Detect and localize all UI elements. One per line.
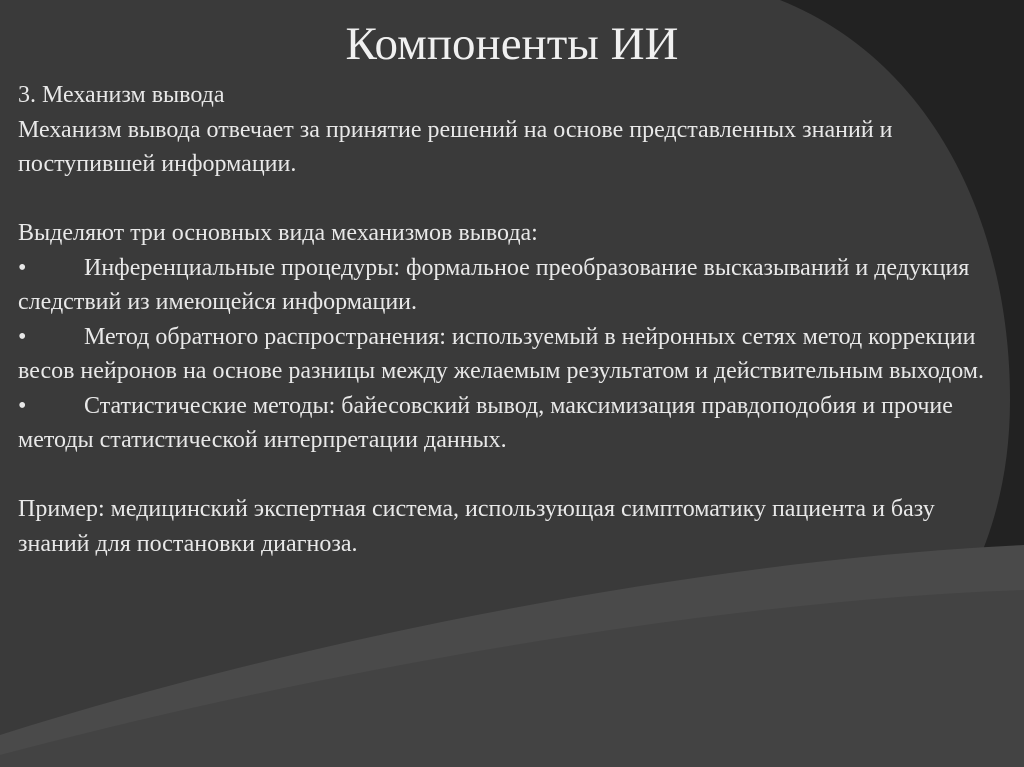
slide-title: Компоненты ИИ: [345, 18, 679, 70]
bullet-item: [18, 320, 1008, 389]
bullet-text-first: Статистические методы: байесовский вывод, максимизация правдоподобия: [84, 392, 857, 419]
spacer: [18, 458, 1008, 493]
intro-paragraph: Механизм вывода отвечает за принятие решений на основе представленных знаний и поступившей информации.: [18, 116, 893, 177]
bullet-text-first: Метод обратного распространения: используемый в нейронных сетях: [84, 323, 797, 350]
bullet-text-rest: и дедукция следствий из имеющейся информации.: [18, 254, 970, 315]
bullet-icon: •: [18, 323, 27, 350]
bullet-text-rest: и прочие методы статистической интерпретации данных.: [18, 392, 953, 453]
section-heading: 3. Механизм вывода: [18, 82, 225, 108]
bullet-item: [18, 389, 1008, 458]
spacer: [18, 182, 1008, 217]
bullet-icon: •: [18, 392, 27, 419]
bullet-text-rest: метод коррекции весов нейронов на основе разницы между желаемым результатом и действительным выходом.: [18, 323, 984, 384]
slide-body: [18, 78, 1008, 561]
bullet-text-first: Инференциальные процедуры: формальное преобразование высказываний: [84, 254, 850, 281]
list-intro: Выделяют три основных вида механизмов вывода:: [18, 220, 538, 246]
bullet-item: [18, 251, 1008, 320]
example-paragraph: Пример: медицинский экспертная система, использующая симптоматику пациента и базу знаний для постановки диагноза.: [18, 496, 935, 557]
bullet-icon: •: [18, 254, 27, 281]
